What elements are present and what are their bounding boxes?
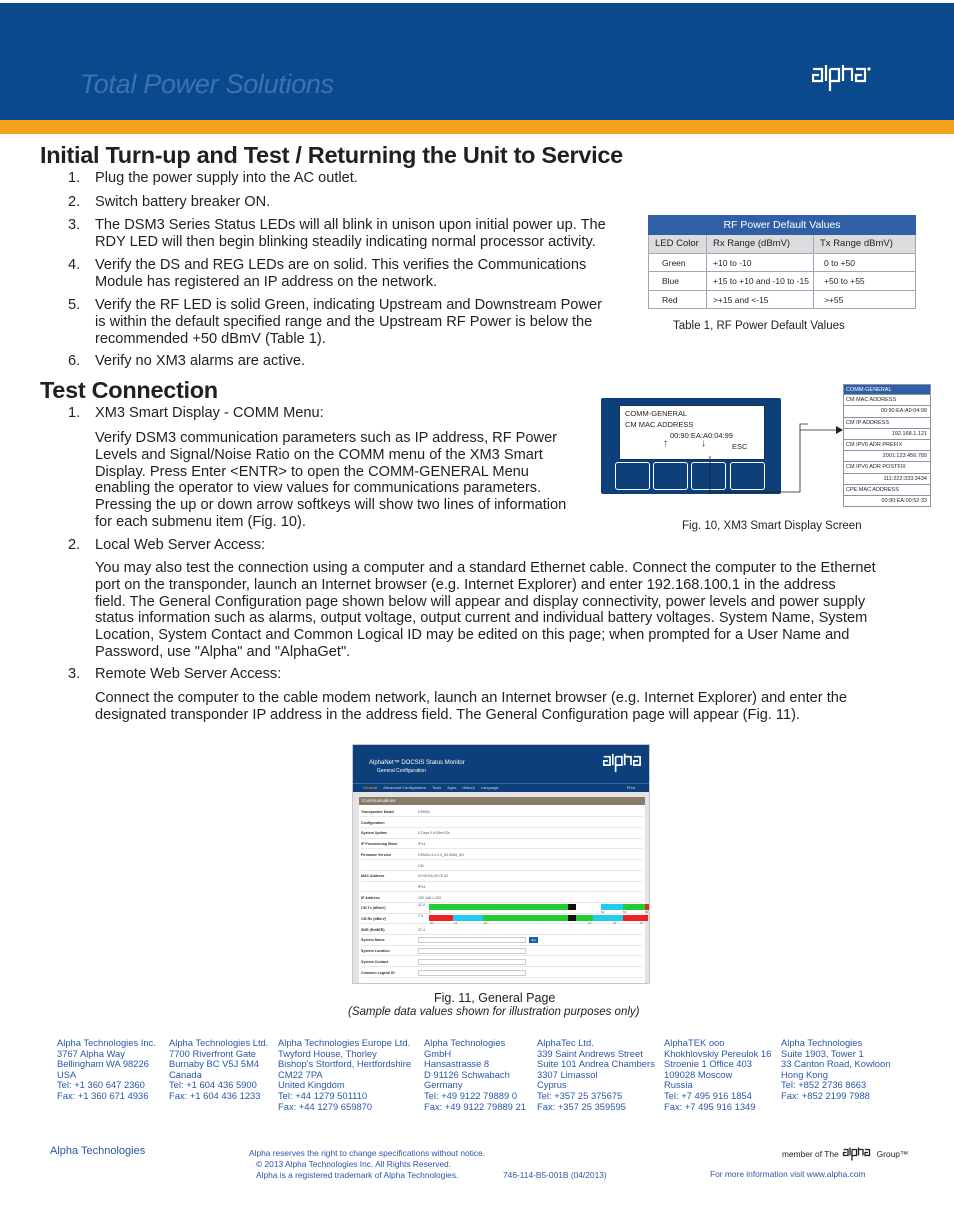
web-row-label: System Name: [361, 938, 385, 943]
xm3-line-2: CM MAC ADDRESS: [625, 420, 694, 429]
level-tick-label: 20: [640, 921, 644, 925]
table-row: [361, 893, 643, 903]
table-row: [361, 925, 643, 935]
accent-band: [0, 120, 954, 134]
step-heading: Local Web Server Access:: [95, 537, 266, 553]
menu-item: 192.168.1.121: [843, 429, 931, 440]
xm3-esc-label: ESC: [732, 442, 748, 451]
step-text: Display. Press Enter <ENTR> to open the COMM-GENERAL Menu: [95, 463, 529, 480]
office-address: Alpha Technologies GmbH Hansastrasse 8 D 91126 Schwabach Germany Tel: +49 9122 79889 0 Fax: +49 9122 79889 21: [424, 1037, 526, 1112]
menu-item: 111:222:333:3434: [843, 474, 931, 485]
level-bar-segment: [623, 915, 648, 921]
menu-item: 00:90:EA:00:52:33: [843, 496, 931, 507]
table-row: [361, 861, 643, 871]
web-row-label: Firmware Version: [361, 852, 391, 857]
rf-col-tx: Tx Range dBmV): [820, 238, 893, 249]
footer-more-info[interactable]: For more information visit www.alpha.com: [710, 1169, 866, 1179]
step-text: Verify the DS and REG LEDs are on solid. This verifies the Communications: [95, 257, 587, 273]
web-row-value: DSM3x: [418, 810, 430, 814]
step-text: designated transponder IP address in the address field. The General Configuration page will appear (Fig. 11).: [95, 706, 800, 723]
footer-company: Alpha Technologies: [50, 1145, 146, 1157]
web-note: (Sample data values shown for illustration purposes only): [348, 1006, 640, 1018]
web-nav-item[interactable]: General: [363, 785, 378, 790]
web-row-label: CM Rx (dBmV): [361, 917, 386, 921]
web-row-label: CM Tx (dBmV): [361, 906, 386, 911]
office-address: Alpha Technologies Inc. 3767 Alpha Way Bellingham WA 98226 USA Tel: +1 360 647 2360 Fax: +1 360 671 4936: [57, 1037, 156, 1101]
rf-cell: Green: [649, 254, 707, 272]
table-row: [361, 968, 643, 978]
xm3-softkey-up[interactable]: [653, 462, 688, 490]
table-row: [649, 254, 915, 273]
step-text: Plug the power supply into the AC outlet.: [95, 170, 358, 186]
web-row-value: 42.0: [418, 903, 425, 908]
table-row: [361, 957, 643, 967]
footer-line-1: Alpha reserves the right to change specifications without notice.: [249, 1148, 486, 1158]
level-tick-label: 60: [645, 910, 649, 915]
menu-item: 00:90:EA:A0:04:99: [843, 406, 931, 417]
web-nav-item[interactable]: History: [462, 785, 475, 790]
level-tick-label: 15: [613, 921, 617, 925]
step-text: Pressing the up or down arrow softkeys will show two lines of information: [95, 497, 567, 514]
web-section-title: Communications: [359, 797, 645, 805]
web-nav: [353, 783, 650, 792]
step-text: Location, System Contact and Common Logical ID may be edited on this page; when prompted for a User Name and: [95, 627, 850, 644]
step-number: 4.: [68, 257, 81, 273]
step-text: Verify no XM3 alarms are active.: [95, 353, 306, 369]
web-row-value: DSM3x-4.4.0.0_03.006d_SG: [418, 852, 465, 857]
office-address: AlphaTec Ltd. 339 Saint Andrews Street Suite 101 Andrea Chambers 3307 Limassol Cyprus Tel: +357 25 375675 Fax: +357 25 359595: [537, 1037, 655, 1112]
step-text: Password, use "Alpha" and "AlphaGet".: [95, 644, 351, 660]
footer-doc-number: 746-114-B5-001B (04/2013): [503, 1170, 607, 1180]
web-row-label: System Uptime: [361, 831, 387, 836]
general-page-screenshot: [352, 744, 650, 984]
step-text: Module has registered an IP address on the network.: [95, 273, 438, 290]
up-arrow-icon: ↑: [663, 438, 668, 449]
step-text: field. The General Configuration page shown below will appear and display connectivity, power levels and power supply: [95, 593, 866, 610]
step-text: enabling the operator to view values for communications parameters.: [95, 480, 542, 497]
level-bar-segment: [568, 915, 576, 921]
section-title-test-connection: Test Connection: [40, 377, 218, 403]
web-text-input[interactable]: [418, 959, 526, 965]
rf-col-led: LED Color: [649, 235, 707, 253]
step-number: 6.: [68, 353, 81, 369]
menu-item: CM MAC ADDRESS: [843, 395, 931, 406]
web-row-value: IPv4: [418, 842, 426, 847]
set-button[interactable]: Set: [529, 937, 538, 943]
comm-menu-panel: [843, 384, 931, 507]
level-bar-segment: [593, 915, 623, 921]
step-number: 2.: [68, 194, 81, 210]
step-number: 1.: [68, 170, 81, 186]
step-heading: Remote Web Server Access:: [95, 666, 282, 682]
footer-line-2: © 2013 Alpha Technologies Inc. All Rights Reserved.: [256, 1159, 452, 1169]
web-text-input[interactable]: [418, 970, 526, 976]
step-text: Switch battery breaker ON.: [95, 194, 271, 210]
step-text: status information such as alarms, output voltage, output current and individual battery voltages. System Name, System: [95, 610, 868, 627]
web-row-value: 0 Days 0 h:05m:02s: [418, 831, 450, 836]
step-text: for each submenu item (Fig. 10).: [95, 514, 306, 530]
web-row-label: Configuration: [361, 820, 385, 825]
rf-cell: Blue: [649, 272, 707, 290]
table-row: [361, 828, 643, 838]
rf-col-rx: Rx Range (dBmV): [707, 235, 814, 253]
level-bar-segment: [453, 915, 483, 921]
web-row-label: Transponder Model: [361, 810, 395, 814]
step-text: The DSM3 Series Status LEDs will all blink in unison upon initial power up. The: [95, 217, 606, 233]
web-subtitle: General Configuration: [377, 768, 426, 774]
rf-power-table: [648, 215, 916, 309]
down-arrow-icon: ↓: [701, 438, 706, 449]
step-text: You may also test the connection using a computer and a standard Ethernet cable. Connect the computer to the Ethernet: [95, 560, 876, 576]
level-tick-label: -10: [483, 921, 488, 925]
web-nav-item[interactable]: Advanced Configuration: [383, 785, 426, 790]
web-row-label: System Contact: [361, 959, 389, 964]
table-row: [361, 839, 643, 849]
member-of-group: [782, 1147, 908, 1161]
web-nav-item[interactable]: Tools: [431, 785, 442, 790]
step-number: 1.: [68, 405, 81, 421]
section-title-turn-up: Initial Turn-up and Test / Returning the Unit to Service: [40, 142, 623, 168]
rf-table-title: RF Power Default Values: [648, 215, 916, 235]
web-row-value: 00:90:EA:00:7E:42: [418, 874, 449, 879]
web-text-input[interactable]: [418, 937, 526, 943]
table-row: [649, 291, 915, 310]
level-bar-segment: [429, 904, 569, 910]
member-suffix: Group™: [876, 1149, 909, 1159]
level-tick-label: -20: [429, 921, 434, 925]
office-address: Alpha Technologies Suite 1903, Tower 1 33 Canton Road, Kowloon Hong Kong Tel: +852 2736 8663 Fax: +852 2199 7988: [781, 1037, 891, 1101]
menu-item: CM IPV6 ADR PREFIX: [843, 440, 931, 451]
level-bar-segment: [568, 904, 576, 910]
rf-cell: +10 to -10: [707, 254, 814, 272]
alpha-logo-icon: [812, 64, 872, 92]
office-address: AlphaTEK ooo Khokhlovskiy Pereulok 16 Stroenie 1 Office 403 109028 Moscow Russia Tel: +7 495 916 1854 Fax: +7 495 916 1349: [664, 1037, 772, 1112]
web-nav-item[interactable]: Language: [480, 785, 499, 790]
table-row: [361, 903, 649, 915]
menu-item: CM IPV6 ADR POSTFIX: [843, 462, 931, 473]
web-nav-item[interactable]: Apps: [447, 785, 457, 790]
web-row-value: IPv4: [418, 884, 426, 889]
footer-line-3: Alpha is a registered trademark of Alpha Technologies.: [256, 1170, 459, 1180]
web-title: AlphaNet™ DOCSIS Status Monitor: [369, 760, 465, 766]
table-row: [361, 818, 643, 828]
step-text: Connect the computer to the cable modem network, launch an Internet browser (e.g. Internet Explorer) and enter the: [95, 690, 847, 706]
web-row-label: Common Logical ID: [361, 970, 395, 975]
header-title: Total Power Solutions: [80, 69, 334, 99]
xm3-line-3: 00:90:EA:A0:04:99: [670, 431, 733, 440]
level-tick-label: 50: [623, 910, 627, 915]
web-row-label: IP Address: [361, 895, 380, 900]
xm3-caption: Fig. 10, XM3 Smart Display Screen: [682, 520, 862, 532]
level-tick-label: 30: [601, 910, 605, 915]
alpha-logo-icon: [841, 1147, 875, 1161]
menu-item: CM IP ADDRESS: [843, 418, 931, 429]
rf-table-caption: Table 1, RF Power Default Values: [673, 320, 845, 332]
table-row: [361, 871, 643, 881]
level-tick-label: 0: [429, 910, 431, 915]
web-text-input[interactable]: [418, 948, 526, 954]
office-address: Alpha Technologies Ltd. 7700 Riverfront Gate Burnaby BC V5J 5M4 Canada Tel: +1 604 436 5900 Fax: +1 604 436 1233: [169, 1037, 269, 1101]
step-text: port on the transponder, launch an Internet browser (e.g. Internet Explorer) and enter 192.168.100.1 in the address: [95, 576, 836, 593]
web-row-label: MAC Address: [361, 874, 385, 879]
table-row: [361, 807, 643, 817]
web-row-value: 192.168.1.163: [418, 895, 441, 900]
rf-cell: +50 to +55: [824, 276, 865, 286]
rf-cell: >+55: [824, 294, 844, 305]
xm3-softkey-1[interactable]: [615, 462, 650, 490]
step-number: 3.: [68, 217, 81, 233]
menu-item: COMM-GENERAL: [843, 384, 931, 395]
web-row-value: 7.5: [418, 914, 423, 918]
table-row: [361, 850, 643, 860]
rf-cell: Red: [649, 291, 707, 309]
web-row-value: CM: [418, 863, 424, 868]
table-row: [361, 946, 643, 956]
office-address: Alpha Technologies Europe Ltd. Twyford House, Thorley Bishop's Stortford, Hertfordshire CM22 7PA United Kingdom Tel: +44 1279 501110 Fax: +44 1279 659870: [278, 1037, 412, 1112]
xm3-line-1: COMM-GENERAL: [625, 409, 688, 418]
rf-table-header-row: [649, 235, 915, 254]
web-row-label: System Location: [361, 949, 390, 954]
step-text: recommended +50 dBmV (Table 1).: [95, 330, 326, 347]
step-heading: XM3 Smart Display - COMM Menu:: [95, 405, 324, 421]
web-header: [353, 745, 650, 783]
step-text: RDY LED will then begin blinking steadily indicating normal processor activity.: [95, 233, 596, 250]
xm3-connector-lines: [700, 420, 850, 500]
web-caption: Fig. 11, General Page: [434, 991, 556, 1005]
level-tick-label: -15: [453, 921, 458, 925]
table-row: [649, 272, 915, 291]
header-band: [0, 3, 954, 120]
menu-item: 2001:123:456:789: [843, 451, 931, 462]
alpha-logo-icon: [603, 753, 645, 773]
web-row-label: IP Provisioning Mode: [361, 842, 398, 847]
web-panel: [359, 797, 649, 983]
member-prefix: member of The: [782, 1149, 839, 1159]
menu-item: CPE MAC ADDRESS: [843, 485, 931, 496]
step-text: is within the default specified range and the Upstream RF Power is below the: [95, 313, 593, 330]
rf-cell: +15 to +10 and -10 to -15: [707, 272, 814, 290]
web-row-value: 37.4: [418, 927, 425, 932]
step-text: Verify the RF LED is solid Green, indicating Upstream and Downstream Power: [95, 297, 602, 313]
step-text: Levels and Signal/Noise Ratio on the COMM menu of the XM3 Smart: [95, 446, 543, 463]
rf-cell: >+15 and <-15: [707, 291, 814, 309]
step-number: 2.: [68, 537, 81, 553]
level-tick-label: 10: [588, 921, 592, 925]
step-number: 3.: [68, 666, 81, 682]
rf-cell: 0 to +50: [824, 257, 855, 268]
table-row: [361, 914, 643, 924]
table-row: [361, 935, 643, 945]
table-row: [361, 882, 643, 892]
web-print-link[interactable]: Print: [626, 785, 635, 790]
step-text: Verify DSM3 communication parameters such as IP address, RF Power: [95, 430, 558, 446]
web-row-label: SNR (RxMER): [361, 927, 385, 932]
step-number: 5.: [68, 297, 81, 313]
